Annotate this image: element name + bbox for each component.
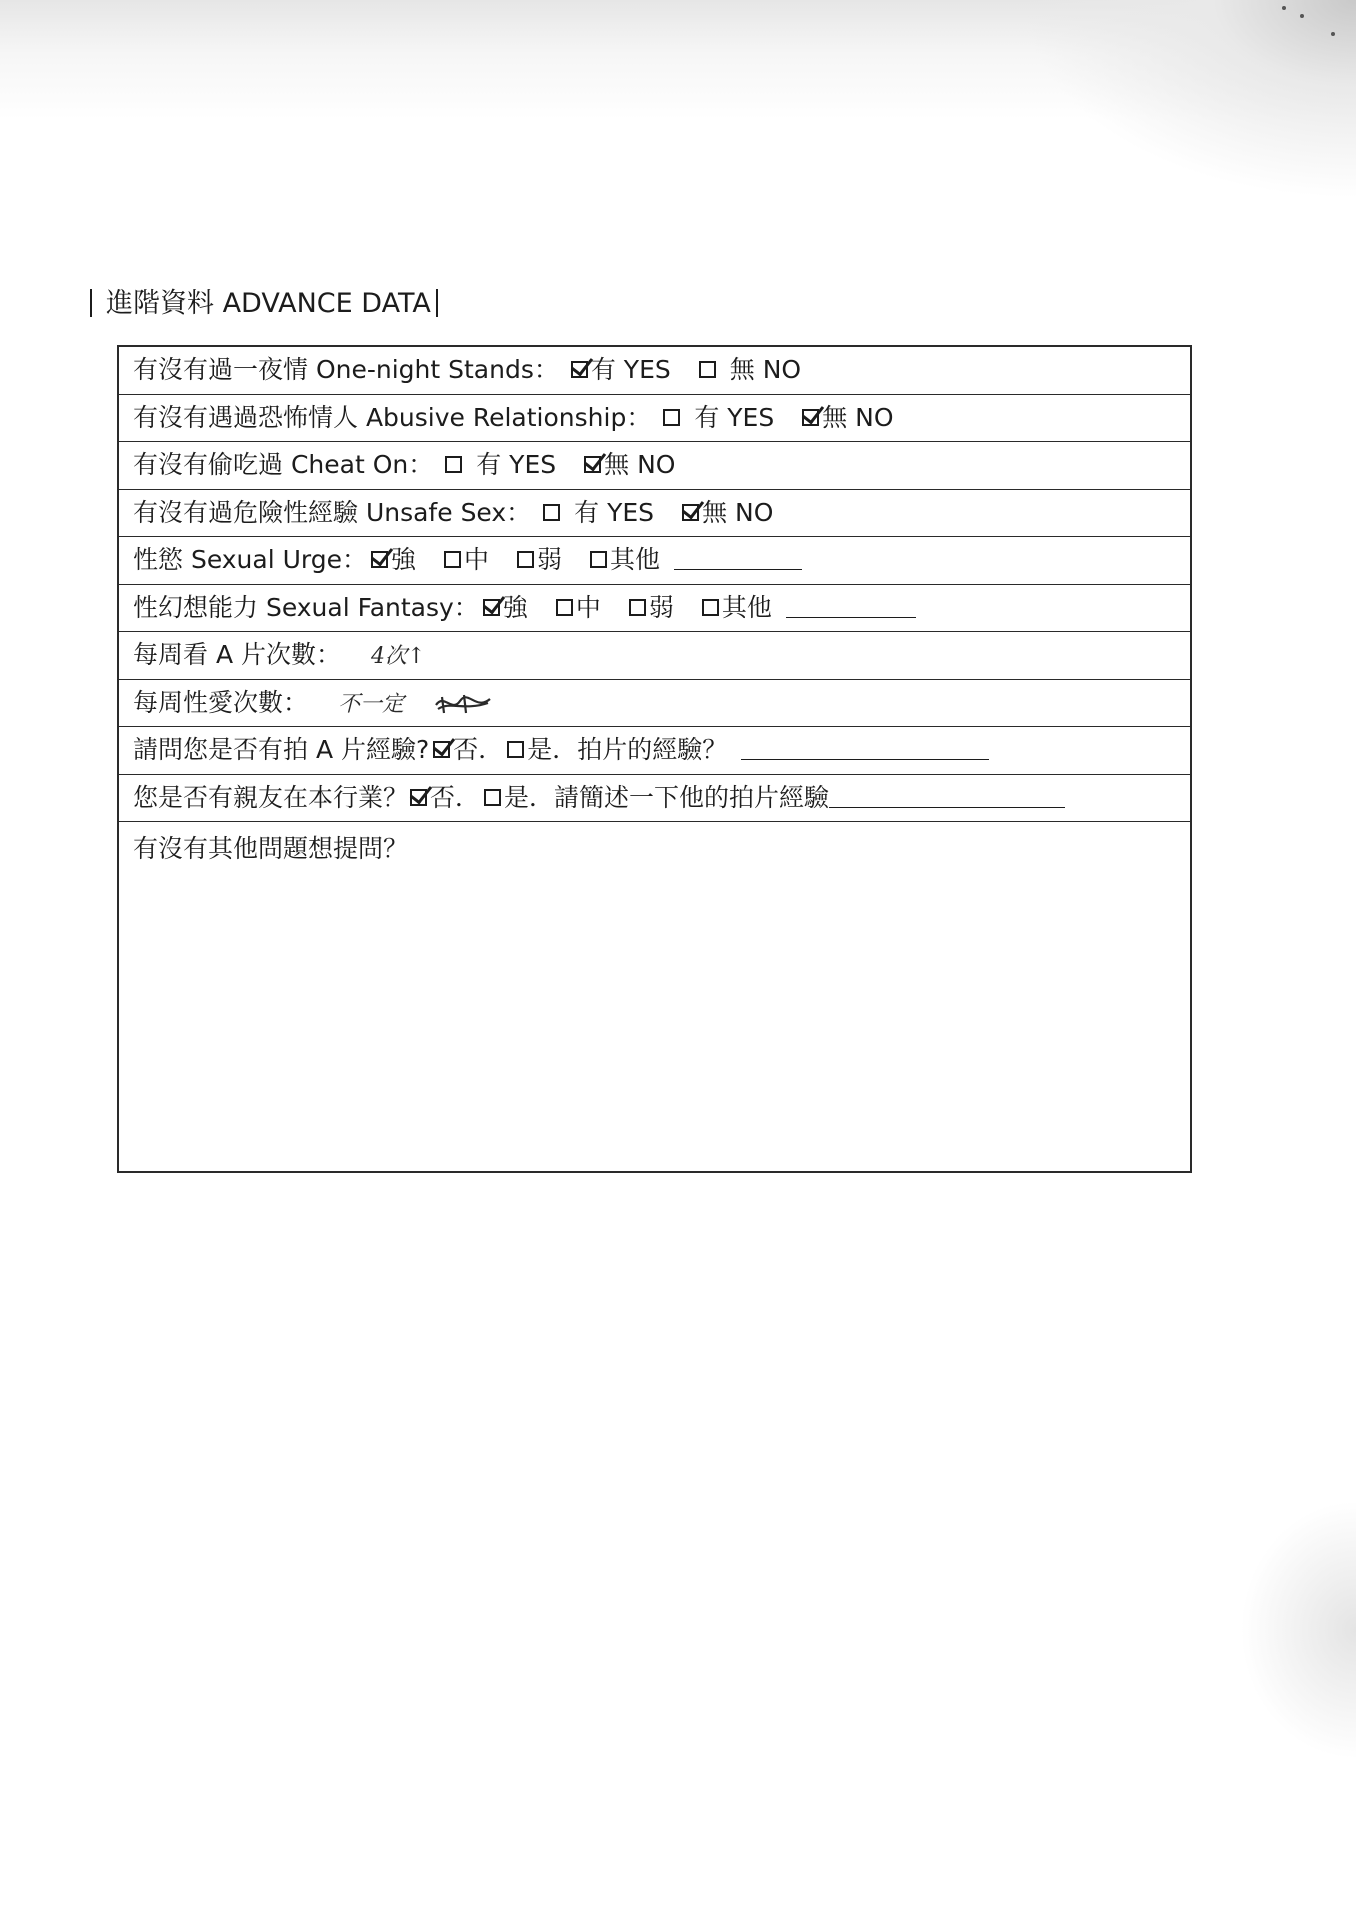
section-title-text: 進階資料 ADVANCE DATA	[106, 288, 431, 319]
checkbox-checked[interactable]	[433, 741, 450, 758]
option-strong[interactable]: 強	[483, 585, 528, 631]
row-sexual-fantasy	[119, 585, 1190, 633]
row-label: 有沒有其他問題想提問？	[133, 834, 409, 863]
crossed-out-scribble	[434, 689, 494, 717]
option-medium[interactable]: 中	[556, 585, 601, 631]
checkbox[interactable]	[556, 599, 573, 616]
option-no[interactable]: 無 NO	[682, 490, 773, 536]
row-relatives-in-industry	[119, 775, 1190, 823]
option-yes[interactable]: 有 YES	[543, 490, 654, 536]
row-label: 有沒有過一夜情 One-night Stands：	[133, 355, 559, 384]
paper-shadow-edge	[1240, 1500, 1356, 1760]
checkbox[interactable]	[484, 789, 501, 806]
option-weak[interactable]: 弱	[629, 585, 674, 631]
checkbox-checked[interactable]	[483, 599, 500, 616]
row-label: 每周性愛次數：	[133, 687, 309, 717]
option-yes[interactable]: 是．請簡述一下他的拍片經驗	[484, 775, 829, 821]
row-weekly-sex-frequency	[119, 680, 1190, 728]
checkbox[interactable]	[590, 551, 607, 568]
option-other[interactable]: 其他	[702, 585, 772, 631]
row-label: 性幻想能力 Sexual Fantasy：	[133, 592, 479, 622]
option-no[interactable]: 否．	[410, 775, 480, 821]
option-other[interactable]: 其他	[590, 537, 660, 583]
row-one-night-stands	[119, 347, 1190, 395]
row-other-questions[interactable]	[119, 822, 1190, 872]
paper-speck	[1282, 6, 1286, 10]
checkbox[interactable]	[517, 551, 534, 568]
row-label: 性慾 Sexual Urge：	[133, 545, 367, 574]
checkbox[interactable]	[507, 741, 524, 758]
option-no[interactable]: 無 NO	[802, 395, 893, 441]
paper-shadow-corner	[1020, 0, 1356, 200]
option-strong[interactable]: 強	[371, 537, 416, 583]
handwritten-answer: 4次↑	[371, 644, 426, 669]
title-divider-left	[90, 289, 92, 317]
other-blank-line[interactable]	[786, 587, 916, 618]
row-cheat-on	[119, 442, 1190, 490]
checkbox-checked[interactable]	[802, 409, 819, 426]
section-title	[90, 284, 438, 324]
row-label: 您是否有親友在本行業？	[133, 782, 409, 812]
row-label: 每周看 A 片次數：	[133, 640, 341, 669]
option-yes[interactable]: 有 YES	[663, 395, 774, 441]
option-yes[interactable]: 有 YES	[571, 347, 671, 393]
experience-blank-line[interactable]	[741, 729, 989, 760]
option-no[interactable]: 否．	[433, 727, 503, 773]
option-no[interactable]: 無 NO	[699, 347, 801, 393]
checkbox-checked[interactable]	[584, 456, 601, 473]
checkbox-checked[interactable]	[410, 789, 427, 806]
paper-speck	[1331, 32, 1335, 36]
checkbox[interactable]	[444, 551, 461, 568]
row-sexual-urge	[119, 537, 1190, 585]
row-label: 請問您是否有拍 A 片經驗?	[133, 735, 430, 764]
experience-blank-line[interactable]	[829, 777, 1065, 808]
row-label: 有沒有遇過恐怖情人 Abusive Relationship：	[133, 402, 652, 432]
checkbox[interactable]	[543, 504, 560, 521]
checkbox[interactable]	[629, 599, 646, 616]
checkbox-checked[interactable]	[682, 504, 699, 521]
row-abusive-relationship	[119, 395, 1190, 443]
checkbox-checked[interactable]	[571, 361, 588, 378]
title-divider-right	[436, 289, 438, 317]
row-filming-experience	[119, 727, 1190, 775]
checkbox[interactable]	[445, 456, 462, 473]
row-weekly-porn-views	[119, 632, 1190, 680]
row-label: 有沒有過危險性經驗 Unsafe Sex：	[133, 497, 532, 527]
checkbox[interactable]	[699, 361, 716, 378]
row-unsafe-sex	[119, 490, 1190, 538]
handwritten-answer: 不一定	[338, 691, 405, 717]
option-yes[interactable]: 是．拍片的經驗？	[507, 727, 727, 773]
option-weak[interactable]: 弱	[517, 537, 562, 583]
other-blank-line[interactable]	[674, 539, 802, 570]
checkbox[interactable]	[702, 599, 719, 616]
option-no[interactable]: 無 NO	[584, 442, 675, 488]
row-label: 有沒有偷吃過 Cheat On：	[133, 450, 434, 479]
paper-speck	[1300, 14, 1304, 18]
paper-shadow-top	[0, 0, 1356, 120]
option-yes[interactable]: 有 YES	[445, 442, 556, 488]
option-medium[interactable]: 中	[444, 537, 489, 583]
advance-data-form	[117, 345, 1192, 1173]
checkbox[interactable]	[663, 409, 680, 426]
checkbox-checked[interactable]	[371, 551, 388, 568]
